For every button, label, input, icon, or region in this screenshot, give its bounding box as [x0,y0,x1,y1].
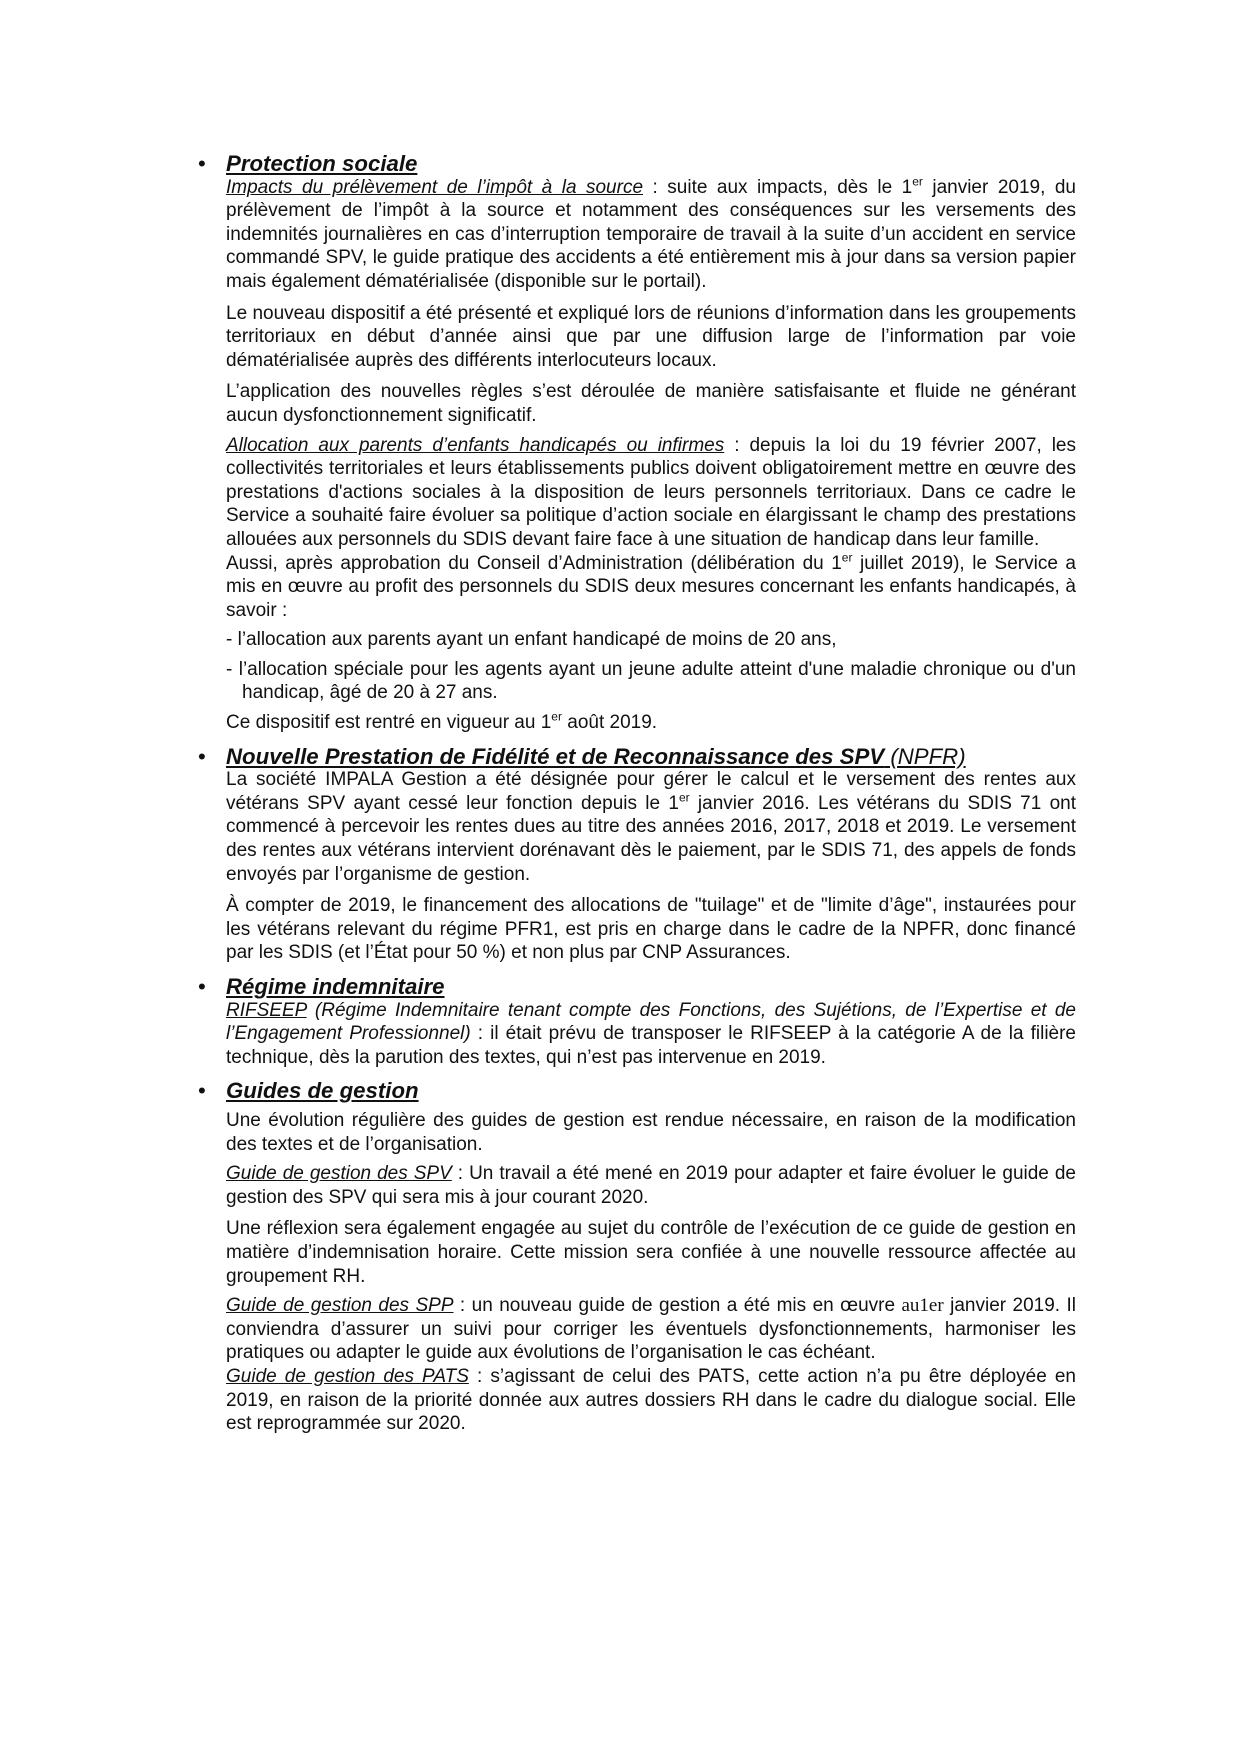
paragraph: À compter de 2019, le financement des allocations de "tuilage" et de "limite d’âge", instaurées pour les vétérans relevant du régime PFR1, est pris en charge dans le cadre de la NPFR, donc financé par les SDIS (et l’État pour 50 %) et non plus par CNP Assurances. [226,895,1076,964]
paragraph-text: : s’agissant de celui des PATS, cette action n’a pu être déployée en 2019, en raison de la priorité donnée aux autres dossiers RH dans le cadre du dialogue social. Elle est reprogrammée sur 2020. [226,1365,1077,1435]
paragraph-text: : il était prévu de transposer le RIFSEEP à la catégorie A de la filière technique, dès la parution des textes, qui n’est pas intervenue en 2019. [226,1023,1077,1068]
paragraph: Une évolution régulière des guides de gestion est rendue nécessaire, en raison de la modification des textes et de l’organisation. [226,1109,1076,1155]
paragraph-text: juillet 2019), le Service a mis en œuvre au profit des personnels du SDIS deux mesures concernant les enfants handicapés, à savoir : [226,552,1076,621]
bullet-icon: • [198,1078,206,1104]
paragraph [226,434,1076,552]
paragraph: Le nouveau dispositif a été présenté et expliqué lors de réunions d’information dans les groupements territoriaux en début d’année ainsi que par une diffusion large de l’information par voie dématérialisée auprès des différents interlocuteurs locaux. [226,302,1076,371]
paragraph: Une réflexion sera également engagée au sujet du contrôle de l’exécution de ce guide de gestion en matière d’indemnisation horaire. Cette mission sera confiée à une nouvelle ressource affectée au groupement RH. [226,1218,1076,1287]
section-title [198,151,1076,176]
paragraph-lead: Guide de gestion des SPP [226,1295,454,1317]
paragraph [226,1365,1076,1436]
paragraph-lead: Allocation aux parents d’enfants handicapés ou infirmes [226,434,725,456]
paragraph [226,768,1076,886]
superscript: er [551,709,562,724]
paragraph [226,1162,1076,1209]
superscript: er [912,174,923,189]
paragraph-text: : suite aux impacts, dès le 1 [643,176,913,198]
paragraph [226,1294,1076,1365]
paragraph-text: janvier 2016. Les vétérans du SDIS 71 ont commencé à percevoir les rentes dues au titre des années 2016, 2017, 2018 et 2019. Le versement des rentes aux vétérans intervient dorénavant dès le paiement, par le SDIS 71, des appels de fonds envoyés par l’organisme de gestion. [226,792,1077,885]
paragraph [226,552,1076,623]
paragraph-text: : depuis la loi du 19 février 2007, les collectivités territoriales et leurs établissements publics doivent obligatoirement mettre en œuvre des prestations d'actions sociales à la disposition de leurs personnels territoriaux. Dans ce cadre le Service a souhaité faire évoluer sa politique d’action sociale en élargissant le champ des prestations allouées aux personnels du SDIS devant faire face à une situation de handicap dans leur famille. [226,434,1076,550]
section-guides-de-gestion [198,1078,1077,1435]
paragraph-text: Aussi, après approbation du Conseil d’Administration (délibération du 1 [226,552,842,574]
section-regime-indemnitaire [198,974,1077,1069]
paragraph-lead: Guide de gestion des SPV [226,1163,452,1185]
paragraph [226,999,1076,1070]
paragraph-text: : Un travail a été mené en 2019 pour adapter et faire évoluer le guide de gestion des SPV qui sera mis à jour courant 2020. [226,1163,1077,1208]
bullet-icon: • [198,151,206,176]
paragraph: L’application des nouvelles règles s’est déroulée de manière satisfaisante et fluide ne générant aucun dysfonctionnement significatif. [226,381,1076,426]
section-title [198,743,1076,769]
paragraph-text: : un nouveau guide de gestion a été mis en œuvre [453,1295,902,1317]
bullet-icon: • [198,743,206,769]
paragraph-lead: Impacts du prélèvement de l’impôt à la source [226,176,644,198]
superscript: er [841,550,853,565]
bullet-icon: • [198,974,206,999]
paragraph-text: janvier 2019, du prélèvement de l’impôt à la source et notamment des conséquences sur les versements des indemnités journalières en cas d’interruption temporaire de travail à la suite d’un accident en service commandé SPV, le guide pratique des accidents a été entièrement mis à jour dans sa version papier mais également dématérialisée (disponible sur le portail). [226,176,1076,292]
paragraph [226,711,1076,735]
list-item: - l’allocation spéciale pour les agents ayant un jeune adulte atteint d'une maladie chronique ou d'un handicap, âgé de 20 à 27 ans. [226,658,1076,704]
list-item: - l’allocation aux parents ayant un enfant handicapé de moins de 20 ans, [226,629,837,651]
paragraph [226,176,1076,294]
section-protection-sociale [198,151,1076,735]
section-title-text: Nouvelle Prestation de Fidélité et de Reconnaissance des SPV [226,743,885,769]
paragraph-italic: (Régime Indemnitaire tenant compte des Fonctions, des Sujétions, de l’Expertise et de l’Engagement Professionnel) [226,999,1076,1045]
section-title [198,974,1076,999]
section-title [198,1078,1076,1104]
paragraph-lead: RIFSEEP [226,999,307,1021]
paragraph-lead: Guide de gestion des PATS [226,1365,469,1387]
paragraph-serif: au1er [901,1295,944,1317]
paragraph-text: janvier 2019. Il conviendra d’assurer un suivi pour corriger les éventuels dysfonctionnements, harmoniser les pratiques ou adapter le guide aux évolutions de l’organisation le cas échéant. [226,1295,1077,1364]
superscript: er [678,790,690,805]
paragraph-text: La société IMPALA Gestion a été désignée pour gérer le calcul et le versement des rentes aux vétérans SPV ayant cessé leur fonction depuis le 1 [226,769,1076,814]
section-title-text: Régime indemnitaire [226,974,445,999]
section-npfr [198,743,1077,965]
section-title-text: Protection sociale [226,151,418,176]
paragraph-text: Ce dispositif est rentré en vigueur au 1 [226,712,552,734]
paragraph-text: août 2019. [561,712,658,734]
section-title-suffix: (NPFR) [884,743,966,769]
section-title-text: Guides de gestion [226,1078,419,1104]
document-body [198,151,1077,1436]
